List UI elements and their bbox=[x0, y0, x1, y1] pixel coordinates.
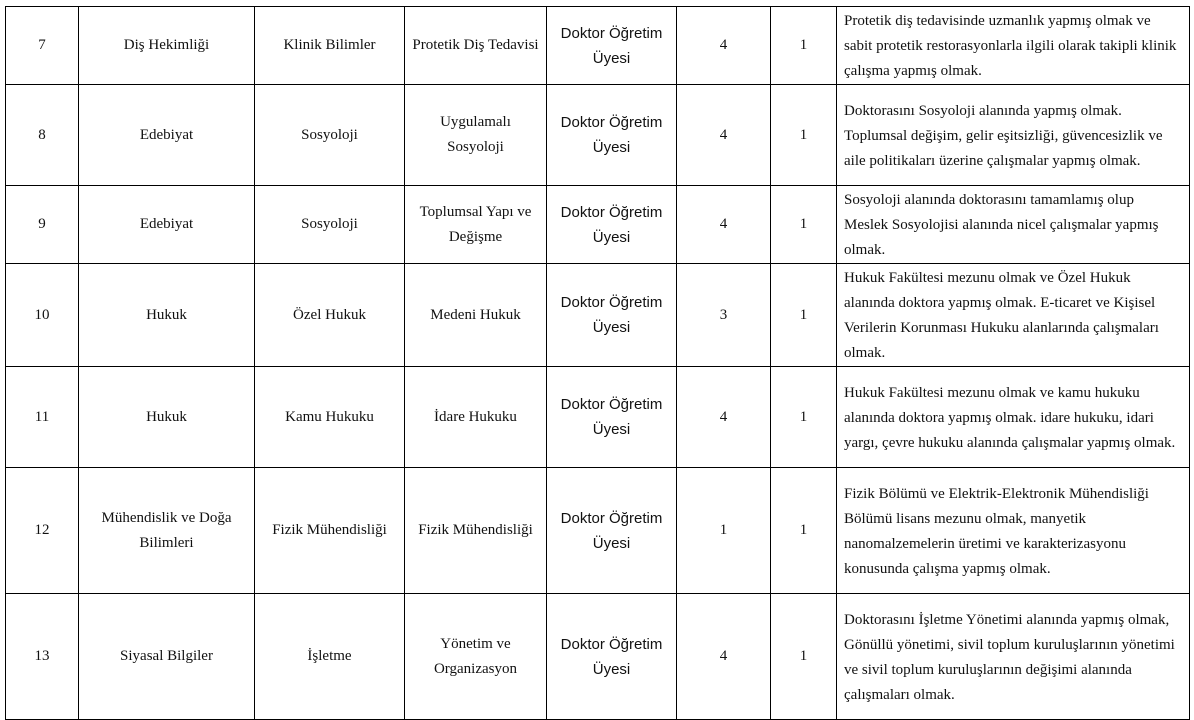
row-number: 8 bbox=[6, 85, 79, 186]
faculty-cell: Hukuk bbox=[79, 367, 255, 468]
degree-cell: 3 bbox=[677, 264, 771, 367]
degree-cell: 4 bbox=[677, 85, 771, 186]
program-cell: Protetik Diş Tedavisi bbox=[405, 7, 547, 85]
faculty-cell: Mühendislik ve Doğa Bilimleri bbox=[79, 468, 255, 594]
quota-cell: 1 bbox=[771, 85, 837, 186]
row-number: 12 bbox=[6, 468, 79, 594]
requirements-cell: Doktorasını Sosyoloji alanında yapmış olmak. Toplumsal değişim, gelir eşitsizliği, güvencesizlik ve aile politikaları üzerine çalışmalar yapmış olmak. bbox=[837, 85, 1190, 186]
quota-cell: 1 bbox=[771, 468, 837, 594]
requirements-cell: Hukuk Fakültesi mezunu olmak ve kamu hukuku alanında doktora yapmış olmak. idare hukuku, idari yargı, çevre hukuku alanında çalışmalar yapmış olmak. bbox=[837, 367, 1190, 468]
table-row bbox=[6, 7, 1190, 85]
quota-cell: 1 bbox=[771, 367, 837, 468]
department-cell: Özel Hukuk bbox=[255, 264, 405, 367]
table-row bbox=[6, 468, 1190, 594]
title-cell: Doktor Öğretim Üyesi bbox=[547, 367, 677, 468]
faculty-cell: Siyasal Bilgiler bbox=[79, 594, 255, 720]
requirements-cell: Protetik diş tedavisinde uzmanlık yapmış olmak ve sabit protetik restorasyonlarla ilgili olarak takipli klinik çalışma yapmış olmak. bbox=[837, 7, 1190, 85]
faculty-cell: Diş Hekimliği bbox=[79, 7, 255, 85]
quota-cell: 1 bbox=[771, 186, 837, 264]
department-cell: Sosyoloji bbox=[255, 186, 405, 264]
requirements-cell: Doktorasını İşletme Yönetimi alanında yapmış olmak, Gönüllü yönetimi, sivil toplum kuruluşlarının yönetimi ve sivil toplum kuruluşlarının değişimi alanında çalışmaları olmak. bbox=[837, 594, 1190, 720]
department-cell: Kamu Hukuku bbox=[255, 367, 405, 468]
degree-cell: 4 bbox=[677, 594, 771, 720]
faculty-cell: Edebiyat bbox=[79, 186, 255, 264]
department-cell: İşletme bbox=[255, 594, 405, 720]
row-number: 11 bbox=[6, 367, 79, 468]
department-cell: Fizik Mühendisliği bbox=[255, 468, 405, 594]
degree-cell: 4 bbox=[677, 367, 771, 468]
table-row bbox=[6, 85, 1190, 186]
quota-cell: 1 bbox=[771, 594, 837, 720]
quota-cell: 1 bbox=[771, 264, 837, 367]
title-cell: Doktor Öğretim Üyesi bbox=[547, 186, 677, 264]
program-cell: Fizik Mühendisliği bbox=[405, 468, 547, 594]
row-number: 7 bbox=[6, 7, 79, 85]
table-row bbox=[6, 367, 1190, 468]
table-row bbox=[6, 594, 1190, 720]
department-cell: Klinik Bilimler bbox=[255, 7, 405, 85]
faculty-cell: Hukuk bbox=[79, 264, 255, 367]
row-number: 10 bbox=[6, 264, 79, 367]
positions-table bbox=[5, 6, 1190, 720]
title-cell: Doktor Öğretim Üyesi bbox=[547, 7, 677, 85]
program-cell: Yönetim ve Organizasyon bbox=[405, 594, 547, 720]
row-number: 13 bbox=[6, 594, 79, 720]
degree-cell: 1 bbox=[677, 468, 771, 594]
program-cell: Toplumsal Yapı ve Değişme bbox=[405, 186, 547, 264]
requirements-cell: Hukuk Fakültesi mezunu olmak ve Özel Hukuk alanında doktora yapmış olmak. E-ticaret ve Kişisel Verilerin Korunması Hukuku alanlarında çalışmaları olmak. bbox=[837, 264, 1190, 367]
title-cell: Doktor Öğretim Üyesi bbox=[547, 468, 677, 594]
program-cell: Uygulamalı Sosyoloji bbox=[405, 85, 547, 186]
title-cell: Doktor Öğretim Üyesi bbox=[547, 85, 677, 186]
quota-cell: 1 bbox=[771, 7, 837, 85]
table-row bbox=[6, 264, 1190, 367]
program-cell: İdare Hukuku bbox=[405, 367, 547, 468]
degree-cell: 4 bbox=[677, 7, 771, 85]
title-cell: Doktor Öğretim Üyesi bbox=[547, 264, 677, 367]
department-cell: Sosyoloji bbox=[255, 85, 405, 186]
table-row bbox=[6, 186, 1190, 264]
program-cell: Medeni Hukuk bbox=[405, 264, 547, 367]
row-number: 9 bbox=[6, 186, 79, 264]
requirements-cell: Sosyoloji alanında doktorasını tamamlamış olup Meslek Sosyolojisi alanında nicel çalışmalar yapmış olmak. bbox=[837, 186, 1190, 264]
requirements-cell: Fizik Bölümü ve Elektrik-Elektronik Mühendisliği Bölümü lisans mezunu olmak, manyetik nanomalzemelerin üretimi ve karakterizasyonu konusunda çalışma yapmış olmak. bbox=[837, 468, 1190, 594]
degree-cell: 4 bbox=[677, 186, 771, 264]
title-cell: Doktor Öğretim Üyesi bbox=[547, 594, 677, 720]
faculty-cell: Edebiyat bbox=[79, 85, 255, 186]
